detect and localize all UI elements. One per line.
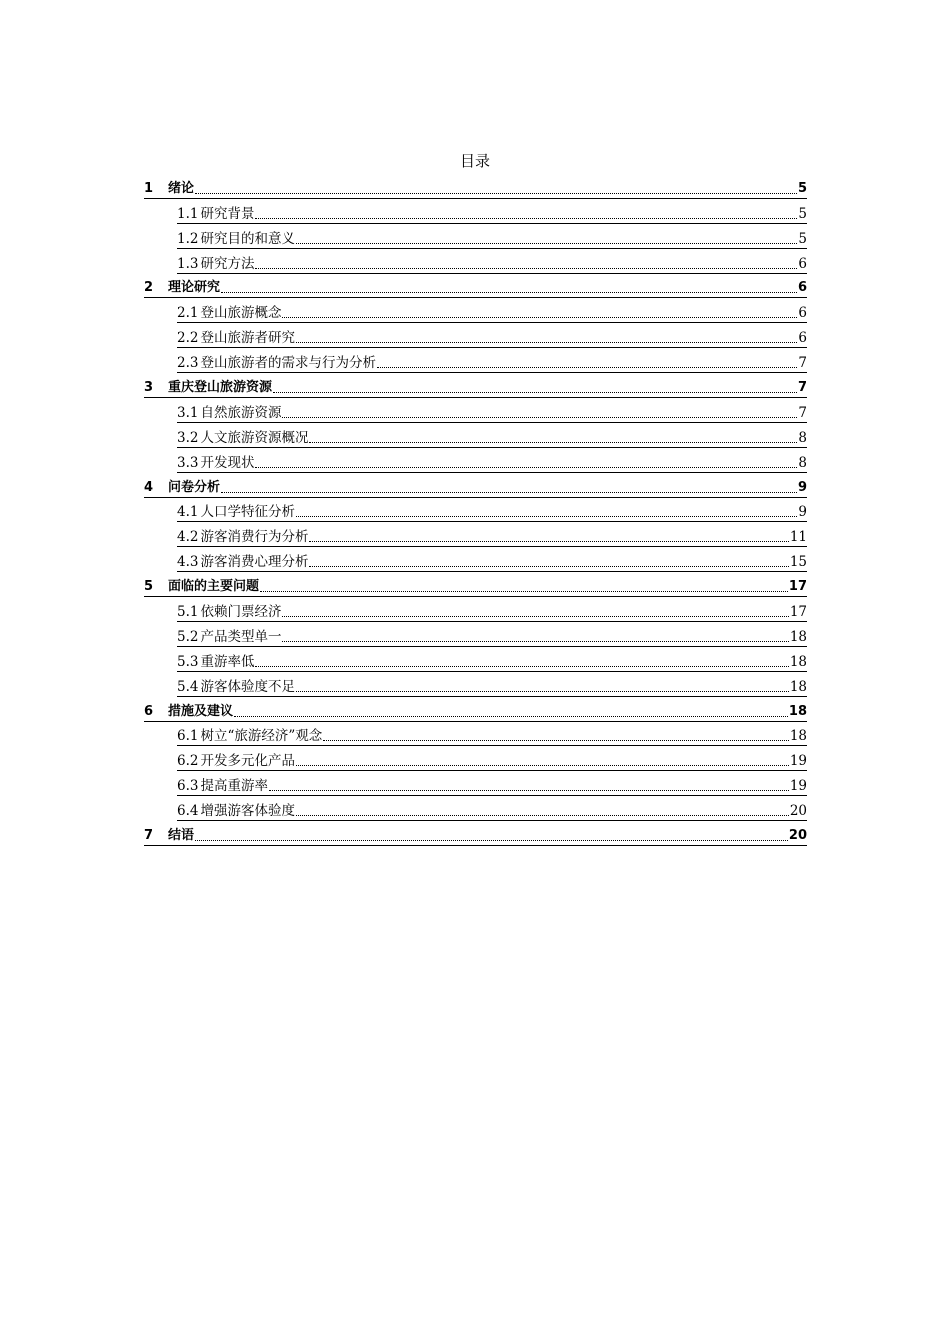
toc-entry-number: 5.3 — [177, 653, 199, 670]
toc-entry-number: 4.3 — [177, 554, 199, 571]
toc-entry-label: 研究背景 — [200, 205, 255, 222]
toc-entry-number: 1 — [144, 180, 154, 196]
toc-entry-number: 4 — [144, 479, 154, 495]
toc-entry-label: 游客消费心理分析 — [200, 554, 309, 571]
toc-dot-leader — [377, 367, 797, 368]
toc-page-number: 7 — [798, 404, 807, 421]
toc-section-link[interactable] — [177, 746, 807, 771]
toc-entry-label: 问卷分析 — [168, 479, 221, 495]
toc-page-number: 8 — [798, 429, 807, 446]
toc-dot-leader — [296, 765, 789, 766]
toc-dot-leader — [309, 442, 797, 443]
toc-section-link[interactable] — [177, 547, 807, 572]
toc-section-link[interactable] — [177, 249, 807, 274]
toc-entry-number: 6 — [144, 703, 154, 719]
toc-page-number: 6 — [798, 305, 807, 322]
toc-entry-number: 3.1 — [177, 404, 199, 421]
toc-dot-leader — [282, 317, 797, 318]
toc-page-number: 7 — [798, 355, 807, 372]
toc-entry-label: 开发现状 — [200, 454, 255, 471]
toc-entry-number: 3.2 — [177, 429, 199, 446]
table-of-contents — [144, 174, 807, 846]
toc-section-link[interactable] — [177, 796, 807, 821]
toc-page-number: 17 — [788, 579, 807, 595]
toc-entry-number: 6.3 — [177, 778, 199, 795]
toc-entry-label: 游客体验度不足 — [200, 678, 295, 695]
toc-section-link[interactable] — [177, 498, 807, 523]
toc-page-number: 5 — [798, 230, 807, 247]
toc-section-link[interactable] — [177, 597, 807, 622]
toc-page-number: 19 — [789, 753, 807, 770]
toc-entry-number: 2.2 — [177, 330, 199, 347]
toc-entry-label: 开发多元化产品 — [200, 753, 295, 770]
toc-section-link[interactable] — [177, 448, 807, 473]
toc-entry-label: 措施及建议 — [168, 703, 234, 719]
toc-entry-label: 理论研究 — [168, 280, 221, 296]
toc-entry-number: 6.2 — [177, 753, 199, 770]
toc-entry-label: 结语 — [168, 828, 195, 844]
toc-section-link[interactable] — [177, 298, 807, 323]
toc-section-link[interactable] — [177, 672, 807, 697]
toc-dot-leader — [221, 492, 797, 493]
toc-dot-leader — [296, 691, 789, 692]
toc-section-link[interactable] — [177, 771, 807, 796]
toc-entry-label: 研究方法 — [200, 255, 255, 272]
toc-page-number: 6 — [797, 280, 807, 296]
toc-page-number: 11 — [789, 529, 807, 546]
toc-page-number: 18 — [789, 728, 807, 745]
toc-section-link[interactable] — [177, 224, 807, 249]
toc-section-link[interactable] — [177, 522, 807, 547]
toc-section-link[interactable] — [177, 622, 807, 647]
toc-entry-number: 7 — [144, 828, 154, 844]
toc-page-number: 18 — [789, 653, 807, 670]
toc-page-number: 6 — [798, 330, 807, 347]
toc-entry-label: 产品类型单一 — [200, 628, 282, 645]
toc-page-number: 17 — [789, 604, 807, 621]
toc-chapter-link[interactable] — [144, 821, 807, 846]
toc-page-number: 9 — [797, 479, 807, 495]
toc-entry-label: 绪论 — [168, 180, 195, 196]
toc-dot-leader — [296, 516, 797, 517]
toc-entry-number: 3 — [144, 380, 154, 396]
toc-page-number: 15 — [789, 554, 807, 571]
toc-dot-leader — [269, 790, 789, 791]
toc-page-number: 18 — [788, 703, 807, 719]
toc-section-link[interactable] — [177, 647, 807, 672]
toc-section-link[interactable] — [177, 398, 807, 423]
toc-entry-number: 5.2 — [177, 628, 199, 645]
toc-entry-number: 1.2 — [177, 230, 199, 247]
toc-entry-label: 自然旅游资源 — [200, 404, 282, 421]
toc-dot-leader — [323, 740, 789, 741]
toc-entry-number: 5.1 — [177, 604, 199, 621]
toc-entry-label: 人文旅游资源概况 — [200, 429, 309, 446]
toc-page-number: 5 — [798, 205, 807, 222]
toc-entry-number: 5.4 — [177, 678, 199, 695]
toc-entry-number: 6.1 — [177, 728, 199, 745]
toc-entry-label: 重庆登山旅游资源 — [168, 380, 273, 396]
toc-chapter-link[interactable] — [144, 572, 807, 597]
toc-page-number: 19 — [789, 778, 807, 795]
toc-dot-leader — [260, 591, 788, 592]
toc-page-number: 7 — [797, 380, 807, 396]
toc-section-link[interactable] — [177, 722, 807, 747]
toc-chapter-link[interactable] — [144, 274, 807, 299]
toc-entry-label: 依赖门票经济 — [200, 604, 282, 621]
toc-chapter-link[interactable] — [144, 473, 807, 498]
toc-dot-leader — [309, 566, 788, 567]
toc-dot-leader — [296, 342, 797, 343]
toc-entry-label: 登山旅游者的需求与行为分析 — [200, 355, 376, 372]
toc-section-link[interactable] — [177, 199, 807, 224]
toc-entry-label: 提高重游率 — [200, 778, 268, 795]
toc-entry-number: 4.2 — [177, 529, 199, 546]
toc-dot-leader — [255, 467, 797, 468]
toc-entry-number: 1.1 — [177, 205, 199, 222]
toc-dot-leader — [234, 716, 788, 717]
toc-dot-leader — [255, 666, 788, 667]
toc-section-link[interactable] — [177, 348, 807, 373]
toc-entry-number: 4.1 — [177, 504, 199, 521]
toc-page-number: 8 — [798, 454, 807, 471]
toc-entry-label: 登山旅游者研究 — [200, 330, 295, 347]
toc-dot-leader — [296, 243, 797, 244]
toc-chapter-link[interactable] — [144, 697, 807, 722]
toc-dot-leader — [195, 840, 788, 841]
toc-entry-label: 研究目的和意义 — [200, 230, 295, 247]
toc-section-link[interactable] — [177, 323, 807, 348]
toc-dot-leader — [296, 815, 789, 816]
toc-section-link[interactable] — [177, 423, 807, 448]
toc-dot-leader — [221, 292, 797, 293]
toc-entry-label: 树立“旅游经济”观念 — [200, 728, 323, 745]
toc-entry-number: 1.3 — [177, 255, 199, 272]
toc-entry-number: 5 — [144, 579, 154, 595]
toc-page-number: 18 — [789, 628, 807, 645]
toc-entry-number: 3.3 — [177, 454, 199, 471]
toc-dot-leader — [282, 417, 797, 418]
toc-page-number: 20 — [788, 828, 807, 844]
toc-dot-leader — [309, 541, 788, 542]
toc-dot-leader — [282, 616, 788, 617]
toc-entry-number: 2 — [144, 280, 154, 296]
toc-dot-leader — [282, 641, 788, 642]
toc-entry-label: 面临的主要问题 — [168, 579, 260, 595]
toc-dot-leader — [195, 193, 797, 194]
toc-entry-number: 2.1 — [177, 305, 199, 322]
toc-entry-label: 重游率低 — [200, 653, 255, 670]
toc-page-number: 18 — [789, 678, 807, 695]
toc-dot-leader — [273, 392, 797, 393]
toc-entry-label: 增强游客体验度 — [200, 803, 295, 820]
toc-page-number: 5 — [797, 180, 807, 196]
toc-entry-number: 2.3 — [177, 355, 199, 372]
toc-title: 目录 — [459, 152, 490, 170]
toc-page-number: 9 — [798, 504, 807, 521]
toc-page-number: 6 — [798, 255, 807, 272]
toc-chapter-link[interactable] — [144, 373, 807, 398]
toc-chapter-link[interactable] — [144, 174, 807, 199]
toc-entry-number: 6.4 — [177, 803, 199, 820]
toc-page-number: 20 — [789, 803, 807, 820]
toc-dot-leader — [255, 218, 797, 219]
toc-entry-label: 登山旅游概念 — [200, 305, 282, 322]
toc-dot-leader — [255, 268, 797, 269]
toc-entry-label: 人口学特征分析 — [200, 504, 295, 521]
toc-entry-label: 游客消费行为分析 — [200, 529, 309, 546]
